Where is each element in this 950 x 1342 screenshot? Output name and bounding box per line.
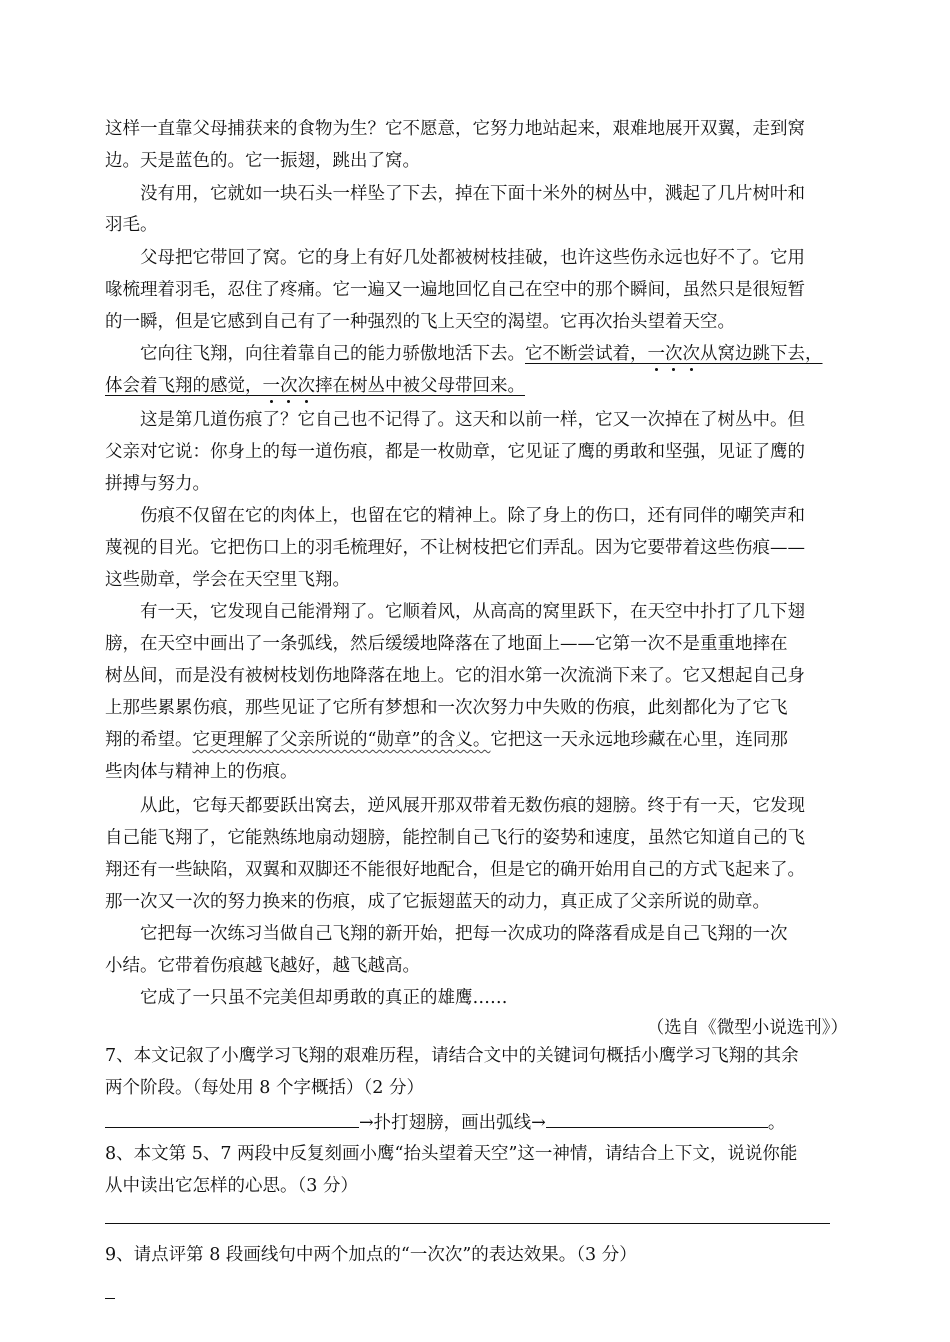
answer-blank-1[interactable] (105, 1109, 359, 1128)
passage-line: 树丛间，而是没有被树枝划伤地降落在地上。它的泪水第一次流淌下来了。它又想起自己身 (105, 666, 805, 686)
question-8-text: 从中读出它怎样的心思。（3 分） (105, 1176, 358, 1196)
passage-line: 父母把它带回了窝。它的身上有好几处都被树枝挂破，也许这些伤永远也好不了。它用 (140, 248, 805, 268)
emphasized-yicici (263, 376, 316, 396)
underlined-sentence (105, 376, 525, 396)
passage-line: 的一瞬，但是它感到自己有了一种强烈的飞上天空的渴望。它再次抬头望着天空。 (105, 312, 735, 332)
passage-line: 没有用，它就如一块石头一样坠了下去，掉在下面十米外的树丛中，溅起了几片树叶和 (140, 184, 805, 204)
passage-line (105, 729, 788, 751)
question-8-text: 8、本文第 5、7 两段中反复刻画小鹰“抬头望着天空”这一神情，请结合上下文，说说你能 (105, 1144, 798, 1164)
passage-line: 父亲对它说：你身上的每一道伤痕，都是一枚勋章，它见证了鹰的勇敢和坚强，见证了鹰的 (105, 442, 805, 462)
passage-line: 这些勋章，学会在天空里飞翔。 (105, 570, 350, 590)
passage-line: 它成了一只虽不完美但却勇敢的真正的雄鹰…… (140, 988, 508, 1008)
passage-line (105, 375, 525, 397)
passage-line: 它把每一次练习当做自己飞翔的新开始，把每一次成功的降落看成是自己飞翔的一次 (140, 924, 788, 944)
passage-text: 它向往飞翔，向往着靠自己的能力骄傲地活下去。 (140, 344, 525, 364)
passage-line: 这是第几道伤痕了？它自己也不记得了。这天和以前一样，它又一次掉在了树丛中。但 (140, 410, 805, 430)
emphasis-dot: 次 (682, 344, 700, 364)
underlined-text: 摔在树丛中被父母带回来。 (315, 376, 525, 396)
question-7-text: 7、本文记叙了小鹰学习飞翔的艰难历程，请结合文中的关键词句概括小鹰学习飞翔的其余 (105, 1046, 799, 1066)
passage-text: 它把这一天永远地珍藏在心里，连同那 (490, 730, 788, 750)
passage-line: 翔还有一些缺陷，双翼和双脚还不能很好地配合，但是它的确开始用自己的方式飞起来了。 (105, 860, 805, 880)
passage-line: 小结。它带着伤痕越飞越好，越飞越高。 (105, 956, 420, 976)
emphasis-dot: 一 (262, 376, 280, 396)
answer-line[interactable] (105, 1298, 115, 1299)
emphasis-dot: 次 (280, 376, 298, 396)
passage-line: 边。天是蓝色的。它一振翅，跳出了窝。 (105, 151, 420, 171)
passage-line: 有一天，它发现自己能滑翔了。它顺着风，从高高的窝里跃下，在天空中扑打了几下翅 (140, 602, 805, 622)
passage-text: 翔的希望。 (105, 730, 193, 750)
underlined-text: 体会着飞翔的感觉， (105, 376, 263, 396)
answer-connector: →扑打翅膀，画出弧线→ (359, 1113, 546, 1133)
passage-line: 膀，在天空中画出了一条弧线，然后缓缓地降落在了地面上——它第一次不是重重地摔在 (105, 634, 788, 654)
passage-line: 羽毛。 (105, 215, 158, 235)
emphasis-dot: 次 (297, 376, 315, 396)
passage-line: 上那些累累伤痕，那些见证了它所有梦想和一次次努力中失败的伤痕，此刻都化为了它飞 (105, 698, 788, 718)
source-citation: （选自《微型小说选刊》） (646, 1018, 848, 1038)
passage-line: 喙梳理着羽毛，忍住了疼痛。它一遍又一遍地回忆自己在空中的那个瞬间，虽然只是很短暂 (105, 280, 805, 300)
answer-blank-2[interactable] (546, 1109, 768, 1128)
emphasis-dot: 一 (647, 344, 665, 364)
passage-line: 这样一直靠父母捕获来的食物为生？它不愿意，它努力地站起来，艰难地展开双翼，走到窝 (105, 119, 805, 139)
passage-line: 自己能飞翔了，它能熟练地扇动翅膀，能控制自己飞行的姿势和速度，虽然它知道自己的飞 (105, 828, 805, 848)
question-7-answer-row (105, 1109, 785, 1134)
wavy-underlined-sentence: 它更理解了父亲所说的“勋章”的含义。 (192, 730, 491, 750)
answer-end-punct: 。 (767, 1113, 786, 1133)
question-9-text: 9、请点评第 8 段画线句中两个加点的“一次次”的表达效果。（3 分） (105, 1245, 637, 1265)
underlined-text: 它不断尝试着， (525, 344, 648, 364)
emphasis-dot: 次 (665, 344, 683, 364)
passage-line: 那一次又一次的努力换来的伤痕，成了它振翅蓝天的动力，真正成了父亲所说的勋章。 (105, 892, 770, 912)
passage-line: 蔑视的目光。它把伤口上的羽毛梳理好，不让树枝把它们弄乱。因为它要带着这些伤痕—— (105, 538, 805, 558)
emphasized-yicici (648, 344, 701, 364)
passage-line: 从此，它每天都要跃出窝去，逆风展开那双带着无数伤痕的翅膀。终于有一天，它发现 (140, 796, 805, 816)
underlined-text: 从窝边跳下去， (700, 344, 823, 364)
passage-line: 伤痕不仅留在它的肉体上，也留在它的精神上。除了身上的伤口，还有同伴的嘲笑声和 (140, 506, 805, 526)
passage-line: 拼搏与努力。 (105, 474, 210, 494)
question-7-text: 两个阶段。（每处用 8 个字概括）（2 分） (105, 1078, 424, 1098)
answer-line[interactable] (105, 1223, 830, 1224)
underlined-sentence (525, 344, 823, 364)
passage-line: 些肉体与精神上的伤痕。 (105, 762, 298, 782)
passage-line (140, 343, 823, 365)
